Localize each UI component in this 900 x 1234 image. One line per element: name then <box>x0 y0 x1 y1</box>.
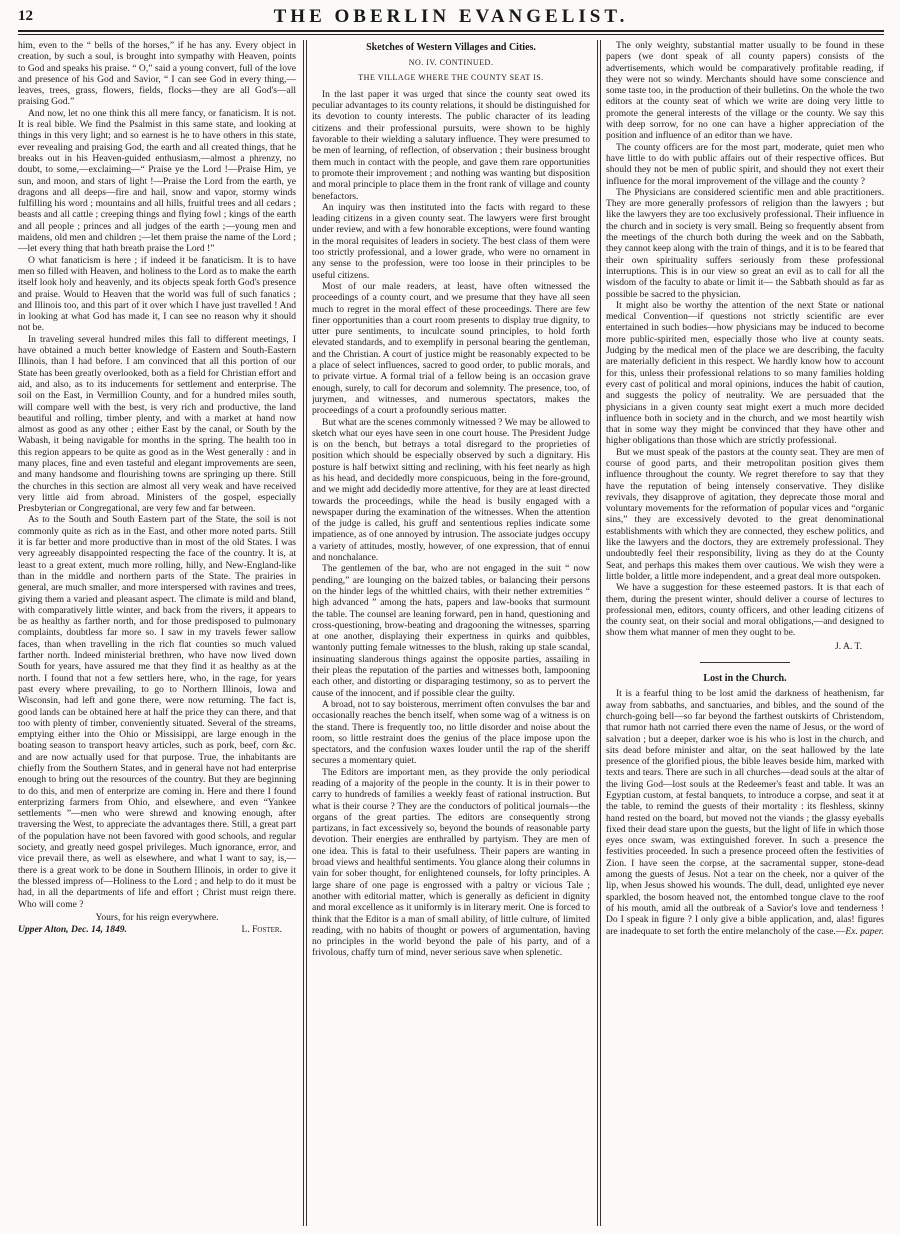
column-2 <box>312 40 590 1226</box>
column-3 <box>606 40 884 1226</box>
paragraph <box>606 688 884 937</box>
paragraph: As to the South and South Eastern part of the State, the soil is not commonly quite as rich as in the East, and other more noted parts. Still it is far better and more productive than in most of the old States. I was very agreeably disappointed respecting the face of the country. It is, at least to a great extent, much more rolling, hilly, and New-England-like than in the middle and northern parts of the State. The prairies in general, are much smaller, and more interspersed with ravines and trees, giving them a varied and pleasant aspect. The climate is mild and bland, with comparatively little winter, and back from the rivers, it appears to be as healthy as farther north, and for those predisposed to pulmonary complaints, doubtless far more so. I saw in my travels fewer sallow faces, than when travelling in the rich flat counties so much valued farther north. Indeed ministerial brethren, who have now lived down South for years, have assured me that they find it as healthy as at the north. I found that not a few settlers here, who, in the rage, for years past every where prevailing, to go to Northern Illinois, Iowa and Wisconsin, had left and gone there, were now returning. The fact is, good lands can be obtained here at half the price they can there, and that too with plenty of timber, conveniently situated. Several of the streams, emptying either into the Ohio or Missisippi, are large enough in the boating season to transport heavy articles, such as pork, beef, corn &c. and are now actually used for that purpose. True, the inhabitants are chiefly from the Southern States, and in general have not had enterprise enough to bring out the resources of the country. But they are beginning to do this, and men of enterprize are coming in. Here and there I found enterprizing farmers from Ohio, and elsewhere, and even “Yankee settlements ”—men who were shrewd and knowing enough, after traversing the West, to appreciate the advantages there. Still, a great part of the population have not been favored with good schools, and regular society, and greatly need gospel privileges. Much ignorance, error, and vice prevail there, as well as elsewhere, and what I want to say, is,—there is a great work to be done in Southern Illinois, in order to give it the blessed impress of—Holiness to the Lord ; and help to do it must be had, in all the departments of life and effort ; Christ must reign there. Who will come ? <box>18 514 296 910</box>
signature-line <box>18 924 296 935</box>
author-initials: J. A. T. <box>835 640 862 652</box>
column-divider <box>303 40 304 1226</box>
masthead <box>18 6 884 28</box>
paragraph: The gentlemen of the bar, who are not engaged in the suit “ now pending,” are lounging on the baized tables, or balancing their persons on the hinder legs of the whittled chairs, with their nether extremities “ high advanced ” among the hats, papers and law-books that surmount the table. The counsel are leaning forward, pen in hand, questioning and cross-questioning, brow-beating and dragooning the witnesses, sparring at one another, displaying their expertness in quirks and quibbles, wantonly putting female witnesses to the blush, raking up stale scandal, insinuating slanderous things against the opposite parties, assailing in their pleas the reputation of the parties and witnesses both, lampooning each other, and distorting or disparaging testimony, so as to pervert the cause of the innocent, and if possible clear the guilty. <box>312 563 590 699</box>
paragraph: him, even to the “ bells of the horses,” if he has any. Every object in creation, by such a soul, is brought into sympathy with Heaven, points to God and speaks his praise. “ O,” said a young convert, full of the love and presence of his God and Savior, “ I can see God in every thing,—leaves, trees, grass, flowers, fields, flocks—they are all God's—all praising God.” <box>18 40 296 108</box>
article-heading: Lost in the Church. <box>703 673 787 685</box>
dateline: Upper Alton, Dec. 14, 1849. <box>18 924 127 936</box>
paragraph: The Editors are important men, as they provide the only periodical reading of a majority of the people in the county. It is in their power to carry to hundreds of families a weekly feast of rational instruction. But what is their course ? They are the conductors of political journals—the organs of the great parties. The editors are consequently strong partizans, in fact excessively so, beyond the bounds of reasonable party devotion. Their energies are enthralled by partyism. They are men of one idea. This is fatal to their usefulness. Their papers are wanting in broad views and healthful sentiments. You glance along their columns in vain for sober thought, for enlightened counsels, for lofty principles. A large share of one page is engrossed with a paltry or vicious Tale ; another with editorial matter, which is generally as deficient in dignity and moral excellence as it uniformly is in literary merit. One is forced to think that the Editor is a man of small ability, of little culture, of limited reading, with no habits of thought or powers of argumentation, having no principles in the world beyond the pale of his party, and of a frivolous, chaffy turn of mind, never serious save when splenetic. <box>312 766 590 959</box>
article-number: NO. IV. CONTINUED. <box>408 58 494 68</box>
article-source: Ex. paper. <box>845 925 884 937</box>
paragraph: We have a suggestion for these esteemed pastors. It is that each of them, during the present winter, should deliver a course of lectures to professional men, editors, county officers, and other leading citizens of the county seat, on their social and moral obligations,—and designed to show them what manner of men they ought to be. <box>606 582 884 639</box>
paragraph: An inquiry was then instituted into the facts with regard to these leading citizens in a given county seat. The lawyers were first brought under review, and with a few honorable exceptions, were found wanting in the moral requisites of leaders in society. The best class of them were too strictly professional, and a lower grade, who were no ornament in any sense to the profession, were too loose in their principles to be useful citizens. <box>312 201 590 281</box>
article-divider <box>700 662 790 663</box>
article-body: It is a fearful thing to be lost amid the darkness of heathenism, far away from sabbaths, and sanctuaries, and bibles, and the sound of the church-going bell—so far beyond the farthest outskirts of Christendom, that rumor hath not carried there even the name of Jesus, or the word of salvation ; but a deeper, darker woe is his who is lost in the church, and sits dead before minister and altar, on the seat hallowed by the late presence of the glorified pious, the bible leaves beside him, marked with texts and tears. There are such in all churches—dead souls at the altar of the living God—lost souls at the Redeemer's feast and table. It was an Egyptian custom, at festal banquets, to introduce a corpse, and seat it at the table, to remind the guests of their mortality : its fleshless, skinny hand rested on the board, but moved not the viands ; the glassy eyeballs fixed their dead stare upon the guests, but the light of life in which those eyes once swam, was extinguished forever. In such a presence the festivities proceeded. In such a presence proceed often the festivities of Zion. I have seen the corpse, at the sacramental supper, stone-dead among the guests of Jesus. Not a tear on the cheek, nor a quiver of the lip, when Jesus showed his wounds. The dull, dead, unlighted eye never sparkled, the bosom heaved not, the entombed tongue clave to the roof of his mouth, amid all the outbreak of a Savior's love and tenderness ! Do I speak in figure ? I only give a bible application, and, alas! figures are inadequate to set forth the entire melancholy of the case.— <box>606 688 884 937</box>
column-1 <box>18 40 296 1226</box>
masthead-rule-thin <box>18 34 884 35</box>
page-number: 12 <box>18 8 33 24</box>
column-divider <box>597 40 598 1226</box>
paragraph: Most of our male readers, at least, have often witnessed the proceedings of a county court, and we presume that they have all seen much to regret in the moral effect of these proceedings. There are few finer opportunities than a court room presents to display true dignity, to utter pure sentiments, to inculcate sound principles, to hold forth elevated standards, and to exemplify in personal bearing the gentleman, and the Christian. A court of justice might be reasonably expected to be a place of select influences, sacred to good order, to public morals, and to private virtue. A formal trial of a fellow being is an occasion grave enough, surely, to call for decorum and solemnity. The presence, too, of jurymen, and witnesses, and numerous spectators, makes the proceedings of a court a profoundly serious matter. <box>312 280 590 417</box>
paragraph: But we must speak of the pastors at the county seat. They are men of course of good parts, and their metropolitan position gives them influence throughout the county. We regret therefore to say that they have the reputation of being intensely conservative. They dislike revivals, they disapprove of agitation, they deprecate those moral and voluntary movements for the reformation of popular vices and “organic sins,” they are excessively devoted to the great denominational establishments with which they are connected, they eschew politics, and like the lawyers and the doctors, they are extremely professional. They undoubtedly feel their responsibility, living as they do at the County Seat, and perhaps this makes them over cautious. We wish they were a little bolder, a little more independent, and a great deal more outspoken. <box>606 446 884 582</box>
paragraph: In traveling several hundred miles this fall to different meetings, I have obtained a much better knowledge of Eastern and South-Eastern Illinois, than I had before. I am convinced that all this portion of our State has been greatly overlooked, both as a field for Christian effort and aid, and also, as to its inducements for settlement and enterprise. The soil on the East, in Vermillion County, and for a hundred miles south, will compare well with the best, is very rich and productive, the land beautiful and rolling, timber plenty, and with a market at hand now almost as good as any other ; either East by the canal, or South by the Wabash, it being navigable for months in the spring. The health too in this region appears to be quite as good as in the West generally : and in many places, fine and even tasteful and elegant improvements are seen, and many handsome and flourishing towns are springing up there. Still the churches in this section are almost all very weak and have received very little aid from abroad. Ministers of the gospel, especially Presbyterian or Congregational, are very few and far between. <box>18 333 296 515</box>
paragraph: In the last paper it was urged that since the county seat owed its peculiar advantages to its county relations, it should be distinguished for its devotion to county interests. The public character of its leading citizens and their professional pursuits, were shown to be highly favorable to their wielding a salutary influence. They were presumed to be men of learning, of reflection, of observation ; their business brought them much in contact with the people, and gave them rare opportunities to promote their improvement ; and nothing was wanting but disposition and moral principle to place them in the front rank of village and county benefactors. <box>312 88 590 202</box>
paragraph: It might also be worthy the attention of the next State or national medical Convention—if questions not strictly scientific are ever entertained in such bodies—how physicians may be induced to become more public-spirited men, especially those who live at county seats. Judging by the medical men of the place we are describing, the faculty are materially deficient in this respect. We hardly know how to account for this, unless their professional relations to so many families holding every cast of political and moral opinions, induces the habit of caution, and suggests the policy of neutrality. We are persuaded that the physicians in a given county seat might exert a much more decided influence both in society and in the church, and we most heartily wish that in some way they might be convinced that they have other and higher obligations than those which are strictly professional. <box>606 299 884 447</box>
masthead-rule <box>18 30 884 32</box>
paragraph: The Physicians are considered scientific men and able practitioners. They are more generally professors of religion than the lawyers ; but like the lawyers they are too exclusively professional. Their influence in the church and in society is very small. Being so frequently absent from the meetings of the church both during the week and on the Sabbath, they cannot keep along with the train of things, and it is to be feared that their own spirituality suffers seriously from these professional interruptions. This is in our view so great an evil as to call for all the wisdom of the faculty to abate or limit it— the Sabbath should as far as possible be sacred to the physician. <box>606 186 884 300</box>
paragraph: But what are the scenes commonly witnessed ? We may be allowed to sketch what our eyes have seen in one court house. The President Judge is on the bench, but betrays a total disregard to the proprieties of position which should be especially observed by such a dignitary. His posture is half betwixt sitting and reclining, with his feet nearly as high as his head, and decidedly more conspicuous, being in the fore-ground, and we might add decidedly more attentive, for they are at least directed towards the proceedings, while the head is busily engaged with a newspaper during the examination of the witnesses. When the attention of the judge is called, his gruff and sententious replies indicate some impatience, as of one annoyed by intrusion. The associate judges occupy a variety of attitudes, mostly, however, of one expression, that of ennui and nonchalance. <box>312 416 590 564</box>
paragraph: The county officers are for the most part, moderate, quiet men who have little to do with public affairs out of their respective offices. But should they not be men of public spirit, and should they not exert their influence for the moral improvement of the village and the county ? <box>606 141 884 187</box>
paragraph: A broad, not to say boisterous, merriment often convulses the bar and occasionally reaches the bench itself, when some wag of a witness is on the stand. There is frequently too, no little disorder and noise about the room, so little restraint does the genius of the place impose upon the spectators, and the confusion waxes louder until the rap of the sheriff secures a momentary quiet. <box>312 698 590 767</box>
article-subheading: THE VILLAGE WHERE THE COUNTY SEAT IS. <box>358 72 544 82</box>
closing-line: Yours, for his reign everywhere. <box>95 911 219 923</box>
paragraph: The only weighty, substantial matter usually to be found in these papers (we dont speak of all county papers) consists of the advertisements, which would be comparatively profitable reading, if they were not so windy. Merchants should have some conscience and some taste too, in the production of their bulletins. On the whole the two editors at the county seat of which we write are doing very little to promote the general interests of the village or the county. We say this with deep sorrow, for no one can have a higher appreciation of the position and influence of an editor than we have. <box>606 40 884 142</box>
author-name: L. Foster. <box>241 924 282 936</box>
article-heading: Sketches of Western Villages and Cities. <box>366 42 536 53</box>
paragraph: O what fanaticism is here ; if indeed it be fanaticism. It is to have men so filled with Heaven, and holiness to the Lord as to make the earth itself look holy and heavenly, and its objects speak forth God's presence and praise. Would to Heaven that the world was full of such fanatics ; and Illinois too, and this part of it over which I have just travelled ! And in looking at what God has made it, I can see no reason why it should not be. <box>18 254 296 334</box>
paragraph: And now, let no one think this all mere fancy, or fanaticism. It is not. It is real bible. We find the Psalmist in this same state, and looking at things in this very light; and so earnest is he to have others in this state, ever revealing and praising God, the earth and all created things, that he breaks out in his Heaven-guided enthusiasm,—almost a phrenzy, no doubt, to some,—exclaiming—“ Praise ye the Lord !—Praise Him, ye sun, and moon, and stars of light !—Praise the Lord from the earth, ye dragons and all deeps—fire and hail, snow and vapor, stormy winds fulfilling his word ; mountains and all hills, fruitful trees and all cedars ; beasts and all cattle ; creeping things and flying fowl ; kings of the earth and all people ; princes and all judges of the earth ;—young men and maidens, old men and children ;—let them praise the name of the Lord ;—let every thing that hath breath praise the Lord !” <box>18 107 296 255</box>
paper-title: THE OBERLIN EVANGELIST. <box>273 6 629 27</box>
